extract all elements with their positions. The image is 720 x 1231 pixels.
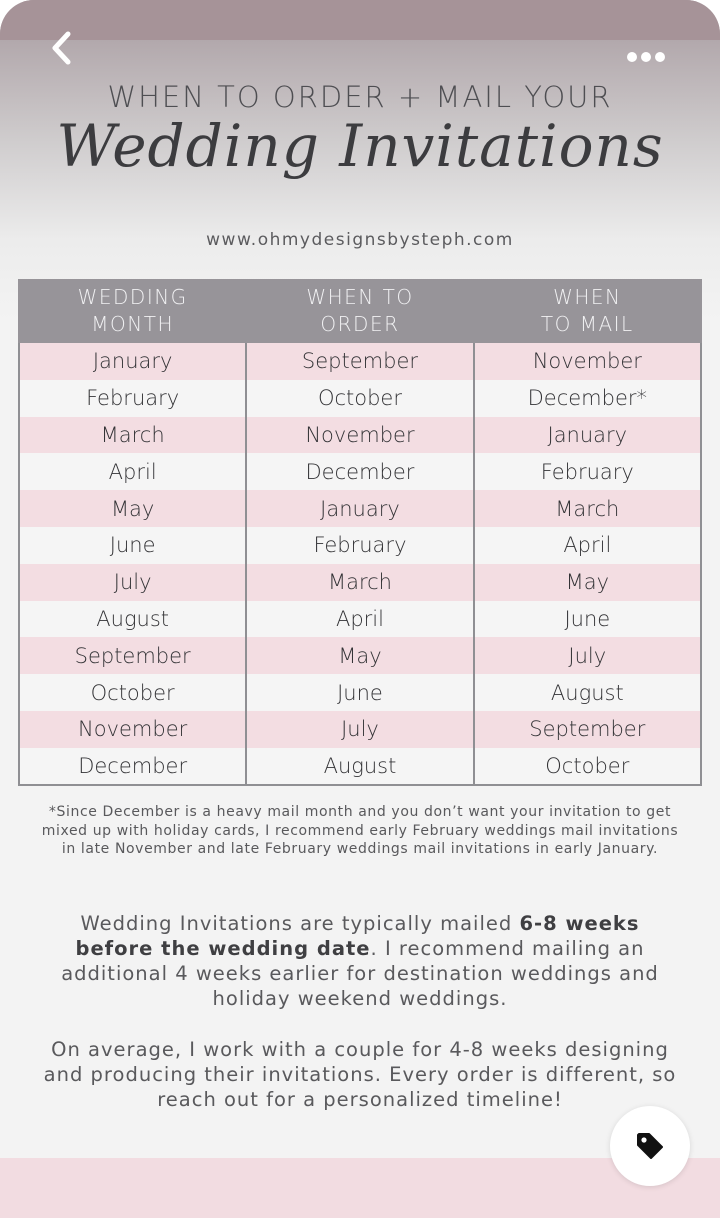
mail-month-cell: July — [474, 637, 701, 674]
table-row — [19, 380, 701, 417]
footnote: *Since December is a heavy mail month and you don’t want your invitation to get mixed up with holiday cards, I recommend early February weddings mail invitations in late November and late February weddings mail invitations in early January. — [41, 804, 679, 857]
top-band — [0, 0, 720, 40]
timeline-paragraph: On average, I work with a couple for 4-8 weeks designing and producing their invitations. Every order is different, so reach out for a personalized timeline! — [43, 1038, 677, 1111]
wedding-month-cell: May — [19, 490, 246, 527]
order-month-cell: February — [246, 527, 473, 564]
order-month-cell: June — [246, 674, 473, 711]
mail-month-cell: May — [474, 564, 701, 601]
mailing-paragraph — [40, 911, 680, 1011]
order-month-cell: April — [246, 601, 473, 638]
more-horizontal-icon — [626, 51, 666, 63]
wedding-month-cell: January — [19, 343, 246, 380]
order-month-cell: March — [246, 564, 473, 601]
header-wedding-month: WEDDING MONTH — [19, 279, 246, 343]
order-month-cell: December — [246, 453, 473, 490]
mailing-text-after: . I recommend mailing an additional 4 weeks earlier for destination weddings and holiday weekend weddings. — [61, 937, 659, 1010]
mail-month-cell: January — [474, 417, 701, 454]
mail-month-cell: December* — [474, 380, 701, 417]
chevron-left-icon — [49, 31, 75, 65]
wedding-month-cell: July — [19, 564, 246, 601]
table-row — [19, 748, 701, 785]
table-row — [19, 637, 701, 674]
order-month-cell: July — [246, 711, 473, 748]
header-when-to-mail: WHEN TO MAIL — [474, 279, 701, 343]
table-row — [19, 711, 701, 748]
wedding-month-cell: June — [19, 527, 246, 564]
timeline-table — [18, 279, 702, 786]
mail-month-cell: June — [474, 601, 701, 638]
pin-title-line: WHEN TO ORDER + MAIL YOUR — [107, 80, 613, 114]
pin-title-script: Wedding Invitations — [56, 112, 664, 180]
order-month-cell: January — [246, 490, 473, 527]
wedding-month-cell: August — [19, 601, 246, 638]
mail-month-cell: November — [474, 343, 701, 380]
order-month-cell: October — [246, 380, 473, 417]
website-text: www.ohmydesignsbysteph.com — [206, 230, 514, 250]
table-header-row — [19, 279, 701, 343]
table-row — [19, 674, 701, 711]
header-when-to-order: WHEN TO ORDER — [246, 279, 473, 343]
tag-icon — [635, 1131, 665, 1161]
wedding-month-cell: December — [19, 748, 246, 785]
wedding-month-cell: November — [19, 711, 246, 748]
table-row — [19, 601, 701, 638]
mailing-text-before: Wedding Invitations are typically mailed — [80, 912, 520, 935]
mail-month-cell: August — [474, 674, 701, 711]
bottom-edge — [0, 1218, 720, 1231]
order-month-cell: September — [246, 343, 473, 380]
more-options-button[interactable] — [616, 40, 676, 74]
order-month-cell: November — [246, 417, 473, 454]
wedding-month-cell: September — [19, 637, 246, 674]
wedding-month-cell: April — [19, 453, 246, 490]
mail-month-cell: February — [474, 453, 701, 490]
mail-month-cell: October — [474, 748, 701, 785]
table-row — [19, 453, 701, 490]
wedding-month-cell: March — [19, 417, 246, 454]
mail-month-cell: April — [474, 527, 701, 564]
table-row — [19, 490, 701, 527]
mail-month-cell: September — [474, 711, 701, 748]
table-row — [19, 417, 701, 454]
mailing-text-bold: 6-8 weeks before the wedding date — [75, 912, 640, 960]
wedding-month-cell: February — [19, 380, 246, 417]
mail-month-cell: March — [474, 490, 701, 527]
order-month-cell: May — [246, 637, 473, 674]
back-button[interactable] — [40, 26, 84, 70]
wedding-month-cell: October — [19, 674, 246, 711]
shop-tag-button[interactable] — [610, 1106, 690, 1186]
table-row — [19, 343, 701, 380]
table-row — [19, 527, 701, 564]
table-row — [19, 564, 701, 601]
order-month-cell: August — [246, 748, 473, 785]
